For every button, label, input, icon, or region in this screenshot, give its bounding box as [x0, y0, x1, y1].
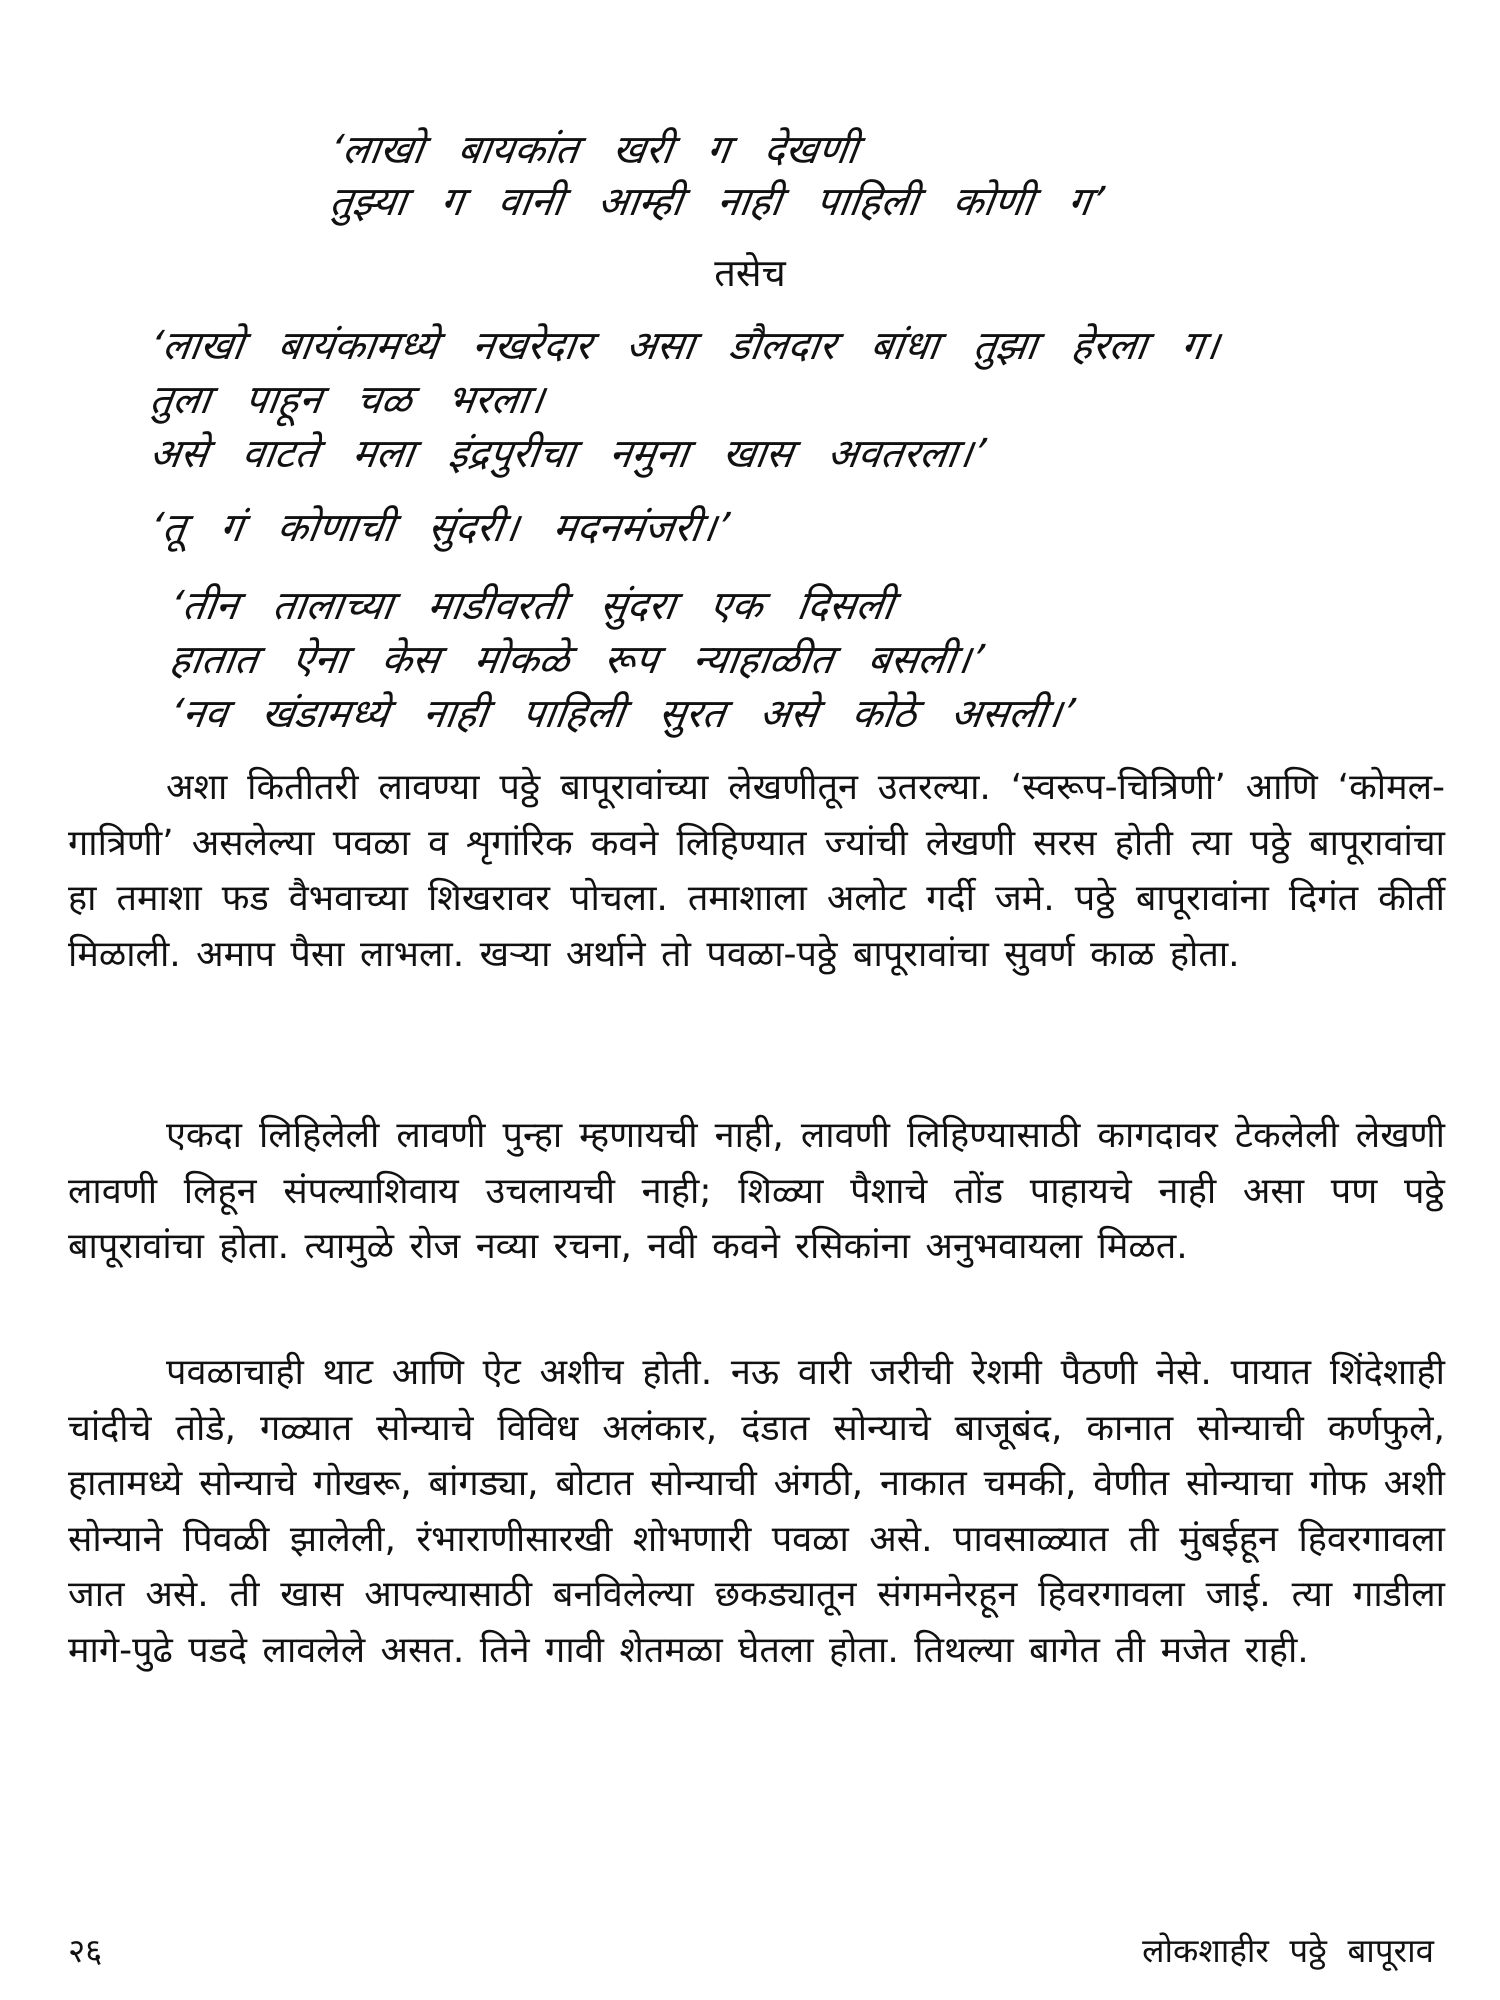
- verse-line: हातात ऐना केस मोकळे रूप न्याहाळीत बसली।’: [166, 637, 987, 683]
- verse-line: ‘नव खंडामध्ये नाही पाहिली सुरत असे कोठे असली।’: [166, 691, 1078, 737]
- body-paragraph: एकदा लिहिलेली लावणी पुन्हा म्हणायची नाही, लावणी लिहिण्यासाठी कागदावर टेकलेली लेखणी लावणी लिहून संपल्याशिवाय उचलायची नाही; शिळ्या पैशाचे तोंड पाहायचे नाही असा पण पठ्ठे बापूरावांचा होता. त्यामुळे रोज नव्या रचना, नवी कवने रसिकांना अनुभवायला मिळत.: [68, 1115, 1445, 1267]
- body-paragraph: पवळाचाही थाट आणि ऐट अशीच होती. नऊ वारी जरीची रेशमी पैठणी नेसे. पायात शिंदेशाही चांदीचे तोडे, गळ्यात सोन्याचे विविध अलंकार, दंडात सोन्याचे बाजूबंद, कानात सोन्याची कर्णफुले, हातामध्ये सोन्याचे गोखरू, बांगड्या, बोटात सोन्याची अंगठी, नाकात चमकी, वेणीत सोन्याचा गोफ अशी सोन्याने पिवळी झालेली, रंभाराणीसारखी शोभणारी पवळा असे. पावसाळ्यात ती मुंबईहून हिवरगावला जात असे. ती खास आपल्यासाठी बनविलेल्या छकड्यातून संगमनेरहून हिवरगावला जाई. त्या गाडीला मागे-पुढे पडदे लावलेले असत. तिने गावी शेतमळा घेतला होता. तिथल्या बागेत ती मजेत राही.: [68, 1352, 1445, 1671]
- verse-line: ‘तीन तालाच्या माडीवरती सुंदरा एक दिसली: [166, 583, 897, 629]
- verse-line: ‘लाखो बायंकामध्ये नखरेदार असा डौलदार बांधा तुझा हेरला ग।: [146, 323, 1223, 369]
- verse-line: असे वाटते मला इंद्रपुरीचा नमुना खास अवतरला।’: [146, 431, 989, 477]
- page-number: २६: [68, 1931, 103, 1970]
- verse-line: ‘तू गं कोणाची सुंदरी। मदनमंजरी।’: [146, 505, 732, 551]
- verse-connector: तसेच: [714, 251, 786, 295]
- body-paragraph: अशा कितीतरी लावण्या पठ्ठे बापूरावांच्या लेखणीतून उतरल्या. ‘स्वरूप-चित्रिणी’ आणि ‘कोमल-गात्रिणी’ असलेल्या पवळा व शृगांरिक कवने लिहिण्यात ज्यांची लेखणी सरस होती त्या पठ्ठे बापूरावांचा हा तमाशा फड वैभवाच्या शिखरावर पोचला. तमाशाला अलोट गर्दी जमे. पठ्ठे बापूरावांना दिगंत कीर्ती मिळाली. अमाप पैसा लाभला. खऱ्या अर्थाने तो पवळा-पठ्ठे बापूरावांचा सुवर्ण काळ होता.: [68, 767, 1445, 975]
- verse-line: ‘लाखो बायकांत खरी ग देखणी: [326, 127, 861, 173]
- verse-line: तुला पाहून चळ भरला।: [146, 377, 548, 423]
- running-footer-title: लोकशाहीर पठ्ठे बापूराव: [1142, 1931, 1434, 1970]
- verse-line: तुझ्या ग वानी आम्ही नाही पाहिली कोणी ग’: [326, 179, 1107, 225]
